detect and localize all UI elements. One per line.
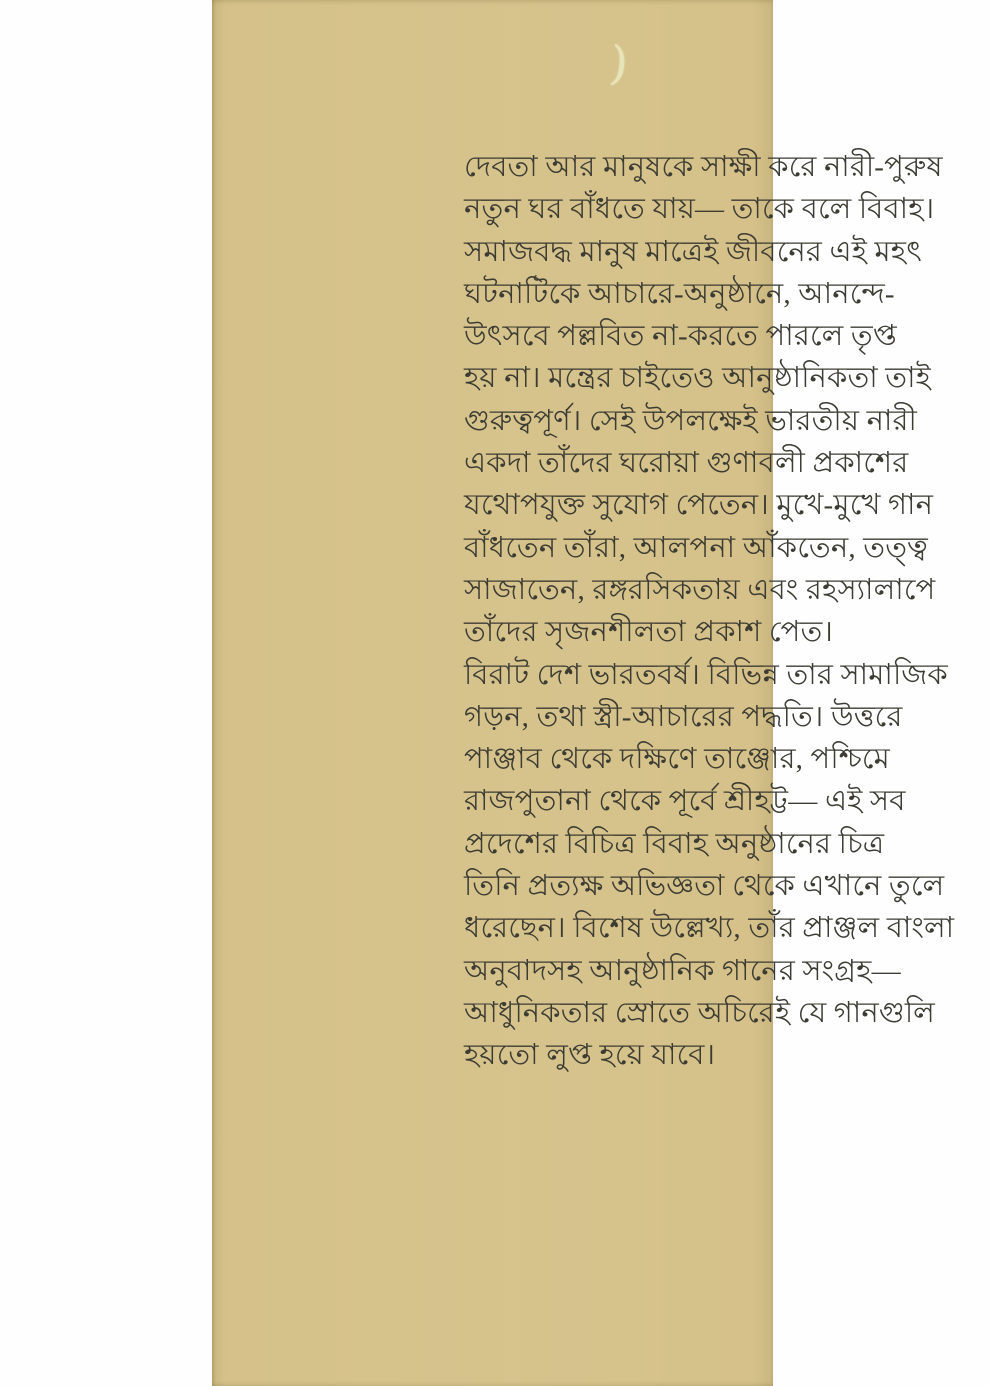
text-line-4: ঘটনাটিকে আচারে-অনুষ্ঠানে, আনন্দে- [464, 277, 895, 310]
text-line-5: উৎসবে পল্লবিত না-করতে পারলে তৃপ্ত [464, 320, 897, 353]
text-line-1: দেবতা আর মানুষকে সাক্ষী করে নারী-পুরুষ [464, 151, 943, 183]
text-line-7: গুরুত্বপূর্ণ। সেই উপলক্ষেই ভারতীয় নারী [464, 404, 917, 437]
text-line-22: হয়তো লুপ্ত হয়ে যাবে। [464, 1039, 716, 1072]
text-line-11: সাজাতেন, রঙ্গরসিকতায় এবং রহস্যালাপে [464, 573, 936, 606]
text-line-20: অনুবাদসহ আনুষ্ঠানিক গানের সংগ্রহ— [464, 954, 901, 987]
text-line-21: আধুনিকতার স্রোতে অচিরেই যে গানগুলি [464, 996, 935, 1029]
text-line-12: তাঁদের সৃজনশীলতা প্রকাশ পেত। [464, 616, 834, 649]
text-line-18: তিনি প্রত্যক্ষ অভিজ্ঞতা থেকে এখানে তুলে [464, 870, 945, 903]
blurb-text-block [464, 146, 954, 1077]
text-line-6: হয় না। মন্ত্রের চাইতেও আনুষ্ঠানিকতা তাই [464, 362, 931, 395]
text-line-9: যথোপযুক্ত সুযোগ পেতেন। মুখে-মুখে গান [464, 489, 934, 522]
text-line-13: বিরাট দেশ ভারতবর্ষ। বিভিন্ন তার সামাজিক [464, 658, 948, 691]
text-line-16: রাজপুতানা থেকে পূর্বে শ্রীহট্ট— এই সব [464, 785, 906, 818]
text-line-2: নতুন ঘর বাঁধতে যায়— তাকে বলে বিবাহ। [464, 193, 935, 226]
text-line-10: বাঁধতেন তাঁরা, আলপনা আঁকতেন, তত্ত্ব [464, 531, 928, 564]
text-line-19: ধরেছেন। বিশেষ উল্লেখ্য, তাঁর প্রাঞ্জল বাংলা [464, 912, 955, 945]
text-line-17: প্রদেশের বিচিত্র বিবাহ অনুষ্ঠানের চিত্র [464, 827, 885, 860]
text-line-8: একদা তাঁদের ঘরোয়া গুণাবলী প্রকাশের [464, 447, 909, 480]
text-line-14: গড়ন, তথা স্ত্রী-আচারের পদ্ধতি। উত্তরে [464, 700, 903, 733]
text-line-15: পাঞ্জাব থেকে দক্ষিণে তাঞ্জোর, পশ্চিমে [464, 743, 890, 776]
paper-fleck-mark: ) [607, 35, 631, 91]
text-line-3: সমাজবদ্ধ মানুষ মাত্রেই জীবনের এই মহৎ [464, 235, 922, 268]
book-flap-paper [212, 0, 955, 1386]
